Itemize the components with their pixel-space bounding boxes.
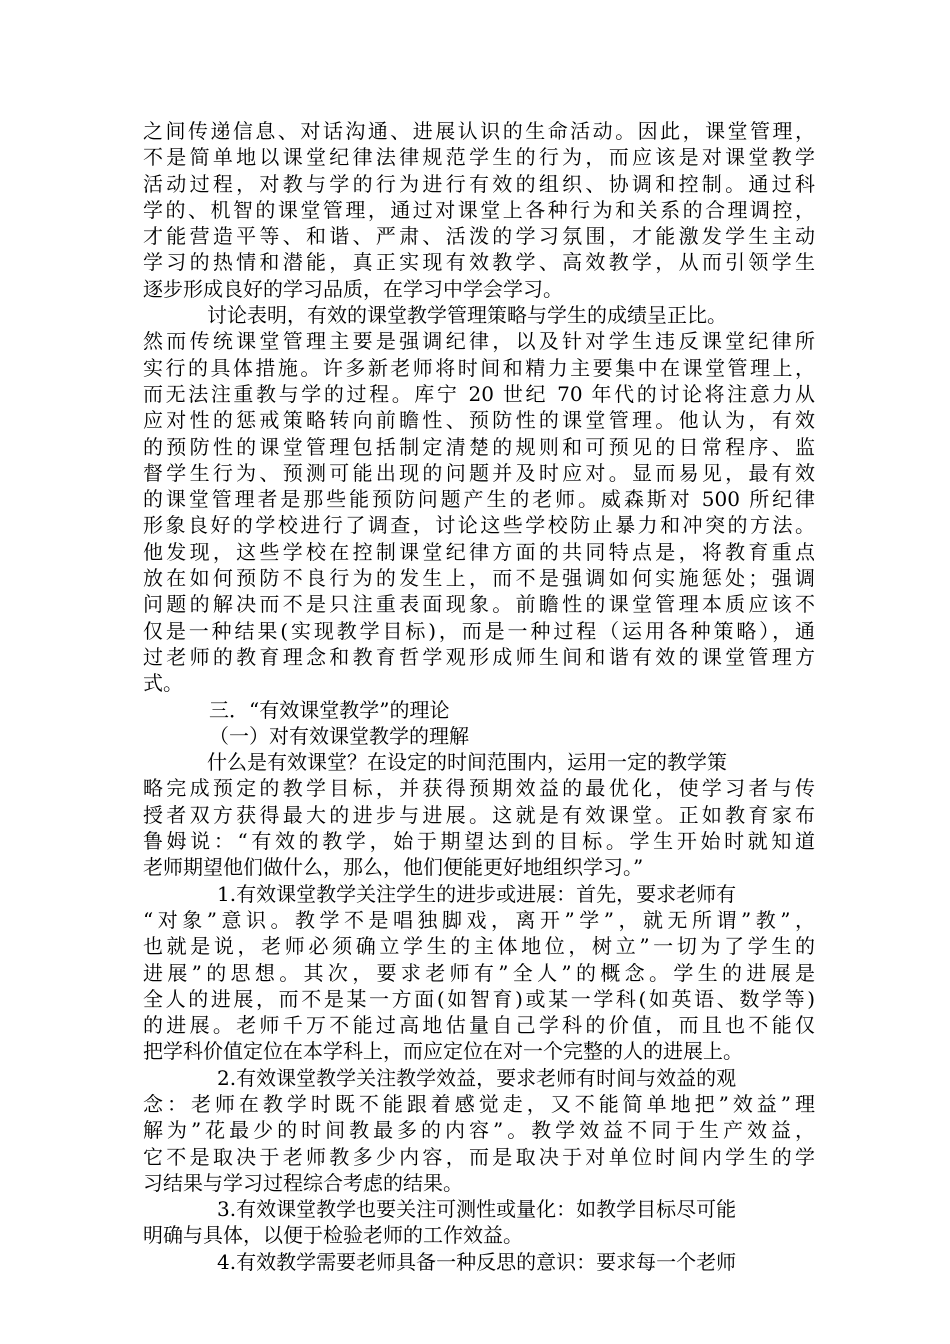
text-line: 进展”的思想。其次，要求老师有”全人”的概念。学生的进展是 bbox=[143, 960, 815, 985]
text-line: 学的、机智的课堂管理，通过对课堂上各种行为和关系的合理调控， bbox=[143, 197, 815, 222]
numbered-item-first-line: 2.有效课堂教学关注教学效益，要求老师有时间与效益的观 bbox=[217, 1065, 737, 1090]
text-line: 式。 bbox=[143, 671, 183, 696]
text-line: 解为”花最少的时间教最多的内容”。教学效益不同于生产效益， bbox=[143, 1118, 815, 1143]
text-line: 鲁姆说：“有效的教学，始于期望达到的目标。学生开始时就知道 bbox=[143, 829, 815, 854]
numbered-item-first-line: 3.有效课堂教学也要关注可测性或量化：如教学目标尽可能 bbox=[217, 1197, 737, 1222]
paragraph-first-line: 什么是有效课堂？在设定的时间范围内，运用一定的教学策 bbox=[207, 750, 727, 775]
section-heading: 三．“有效课堂教学”的理论 bbox=[209, 697, 450, 722]
numbered-item-first-line: 4.有效教学需要老师具备一种反思的意识：要求每一个老师 bbox=[217, 1249, 737, 1274]
paragraph-first-line: 讨论表明，有效的课堂教学管理策略与学生的成绩呈正比。 bbox=[207, 303, 727, 328]
text-line: 也就是说，老师必须确立学生的主体地位，树立”一切为了学生的 bbox=[143, 934, 815, 959]
subsection-heading: （一）对有效课堂教学的理解 bbox=[209, 723, 469, 748]
text-line: 督学生行为、预测可能出现的问题并及时应对。显而易见，最有效 bbox=[143, 460, 815, 485]
text-line: 明确与具体，以便于检验老师的工作效益。 bbox=[143, 1223, 523, 1248]
text-line: 它不是取决于老师教多少内容，而是取决于对单位时间内学生的学 bbox=[143, 1144, 815, 1169]
text-line: 习结果与学习过程综合考虑的结果。 bbox=[143, 1170, 463, 1195]
text-line: 老师期望他们做什么，那么，他们便能更好地组织学习。” bbox=[143, 855, 644, 880]
text-line: 逐步形成良好的学习品质，在学习中学会学习。 bbox=[143, 276, 563, 301]
text-line: 略完成预定的教学目标，并获得预期效益的最优化，使学习者与传 bbox=[143, 776, 815, 801]
text-line: 问题的解决而不是只注重表面现象。前瞻性的课堂管理本质应该不 bbox=[143, 592, 815, 617]
text-line: 之间传递信息、对话沟通、进展认识的生命活动。因此，课堂管理， bbox=[143, 119, 815, 143]
text-line: 的进展。老师千万不能过高地估量自己学科的价值，而且也不能仅 bbox=[143, 1013, 815, 1038]
text-line: 授者双方获得最大的进步与进展。这就是有效课堂。正如教育家布 bbox=[143, 802, 815, 827]
text-line: 而无法注重教与学的过程。库宁 20 世纪 70 年代的讨论将注意力从 bbox=[143, 381, 815, 406]
text-line: 把学科价值定位在本学科上，而应定位在对一个完整的人的进展上。 bbox=[143, 1039, 743, 1064]
text-line: 不是简单地以课堂纪律法律规范学生的行为，而应该是对课堂教学 bbox=[143, 145, 815, 170]
text-line: 形象良好的学校进行了调查，讨论这些学校防止暴力和冲突的方法。 bbox=[143, 513, 815, 538]
text-line: 过老师的教育理念和教育哲学观形成师生间和谐有效的课堂管理方 bbox=[143, 644, 815, 669]
text-line: “对象”意识。教学不是唱独脚戏，离开”学”，就无所谓”教”， bbox=[143, 907, 815, 932]
text-line: 的预防性的课堂管理包括制定清楚的规则和可预见的日常程序、监 bbox=[143, 434, 815, 459]
text-line: 念：老师在教学时既不能跟着感觉走，又不能简单地把”效益”理 bbox=[143, 1091, 815, 1116]
text-line: 全人的进展，而不是某一方面(如智育)或某一学科(如英语、数学等) bbox=[143, 986, 815, 1011]
document-body bbox=[143, 118, 815, 1275]
text-line: 然而传统课堂管理主要是强调纪律，以及针对学生违反课堂纪律所 bbox=[143, 329, 815, 354]
text-line: 应对性的惩戒策略转向前瞻性、预防性的课堂管理。他认为，有效 bbox=[143, 408, 815, 433]
text-line: 他发现，这些学校在控制课堂纪律方面的共同特点是，将教育重点 bbox=[143, 539, 815, 564]
text-line: 放在如何预防不良行为的发生上，而不是强调如何实施惩处；强调 bbox=[143, 566, 815, 591]
text-line: 的课堂管理者是那些能预防问题产生的老师。威森斯对 500 所纪律 bbox=[143, 487, 815, 512]
text-line: 活动过程，对教与学的行为进行有效的组织、协调和控制。通过科 bbox=[143, 171, 815, 196]
text-line: 实行的具体措施。许多新老师将时间和精力主要集中在课堂管理上， bbox=[143, 355, 815, 380]
text-line: 学习的热情和潜能，真正实现有效教学、高效教学，从而引领学生 bbox=[143, 250, 815, 275]
text-line: 才能营造平等、和谐、严肃、活泼的学习氛围，才能激发学生主动 bbox=[143, 224, 815, 249]
text-line: 仅是一种结果(实现教学目标)，而是一种过程（运用各种策略），通 bbox=[143, 618, 815, 643]
numbered-item-first-line: 1.有效课堂教学关注学生的进步或进展：首先，要求老师有 bbox=[217, 881, 737, 906]
